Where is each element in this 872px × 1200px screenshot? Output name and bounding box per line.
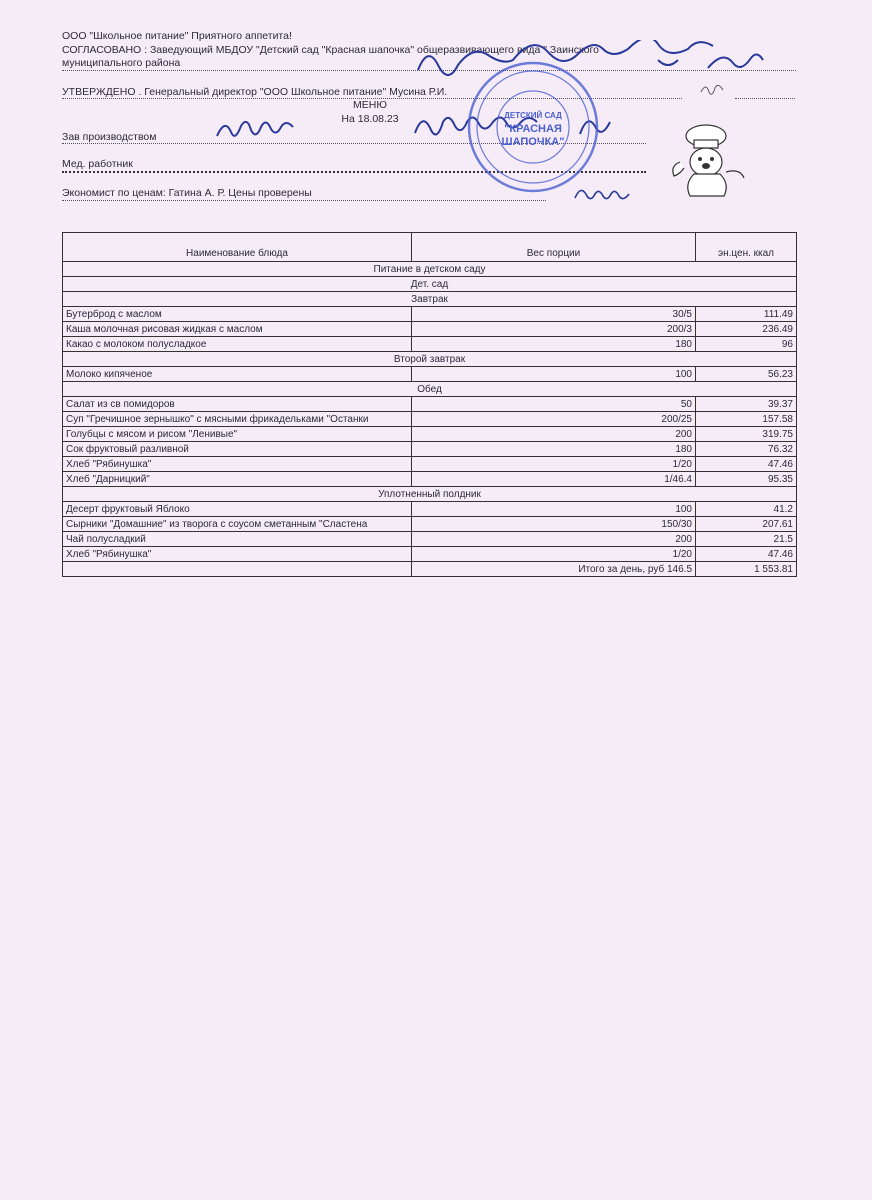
dish-weight: 180 xyxy=(412,337,696,352)
dish-kcal: 47.46 xyxy=(696,457,797,472)
dish-weight: 150/30 xyxy=(412,517,696,532)
chef-mascot-icon xyxy=(666,122,758,200)
dish-kcal: 157.58 xyxy=(696,412,797,427)
dish-kcal: 207.61 xyxy=(696,517,797,532)
table-row xyxy=(63,337,797,352)
total-label: Итого за день, руб 146.5 xyxy=(412,562,696,577)
dish-kcal: 95.35 xyxy=(696,472,797,487)
table-row xyxy=(63,457,797,472)
total-kcal: 1 553.81 xyxy=(696,562,797,577)
menu-table xyxy=(62,232,797,577)
dish-name: Какао с молоком полусладкое xyxy=(63,337,412,352)
group-row: Питание в детском саду xyxy=(63,262,797,277)
dish-name: Хлеб "Рябинушка" xyxy=(63,547,412,562)
dish-name: Салат из св помидоров xyxy=(63,397,412,412)
dish-weight: 50 xyxy=(412,397,696,412)
table-row xyxy=(63,427,797,442)
dish-kcal: 236.49 xyxy=(696,322,797,337)
dish-kcal: 21.5 xyxy=(696,532,797,547)
agreed-line: СОГЛАСОВАНО : Заведующий МБДОУ "Детский сад "Красная шапочка" общеразвивающего вида " Заинского xyxy=(62,44,599,56)
section-afternoon-snack: Уплотненный полдник xyxy=(63,487,797,502)
table-row xyxy=(63,367,797,382)
table-row xyxy=(63,547,797,562)
dish-weight: 1/46.4 xyxy=(412,472,696,487)
column-header-dish: Наименование блюда xyxy=(63,233,412,262)
section-breakfast: Завтрак xyxy=(63,292,797,307)
dish-name: Суп "Гречишное зернышко" с мясными фрикадельками "Останки xyxy=(63,412,412,427)
medic-label: Мед. работник xyxy=(62,158,133,170)
economist-line: Экономист по ценам: Гатина А. Р. Цены проверены xyxy=(62,187,312,199)
dish-name: Молоко кипяченое xyxy=(63,367,412,382)
dish-weight: 1/20 xyxy=(412,547,696,562)
dish-weight: 1/20 xyxy=(412,457,696,472)
dish-weight: 200 xyxy=(412,532,696,547)
dish-kcal: 39.37 xyxy=(696,397,797,412)
table-row xyxy=(63,442,797,457)
stamp-line-3: ШАПОЧКА" xyxy=(501,136,565,148)
dish-weight: 200/3 xyxy=(412,322,696,337)
table-row xyxy=(63,472,797,487)
section-second-breakfast: Второй завтрак xyxy=(63,352,797,367)
district-line: муниципального района xyxy=(62,57,181,69)
dish-name: Каша молочная рисовая жидкая с маслом xyxy=(63,322,412,337)
subgroup-row: Дет. сад xyxy=(63,277,797,292)
table-row xyxy=(63,532,797,547)
production-signature-1 xyxy=(212,114,302,146)
column-header-weight: Вес порции xyxy=(412,233,696,262)
dish-kcal: 56.23 xyxy=(696,367,797,382)
dish-name: Голубцы с мясом и рисом "Ленивые" xyxy=(63,427,412,442)
dish-weight: 30/5 xyxy=(412,307,696,322)
stamp-line-2: "КРАСНАЯ xyxy=(504,123,562,135)
table-row xyxy=(63,502,797,517)
table-row xyxy=(63,307,797,322)
menu-date: На 18.08.23 xyxy=(341,113,399,125)
dish-name: Бутерброд с маслом xyxy=(63,307,412,322)
dish-weight: 200 xyxy=(412,427,696,442)
menu-title: МЕНЮ xyxy=(353,99,387,111)
stamp-line-1: ДЕТСКИЙ САД xyxy=(504,111,562,120)
dish-kcal: 319.75 xyxy=(696,427,797,442)
table-row xyxy=(63,412,797,427)
dish-name: Сырники "Домашние" из творога с соусом сметанным "Сластена xyxy=(63,517,412,532)
table-header-row xyxy=(63,233,797,262)
section-lunch: Обед xyxy=(63,382,797,397)
approved-dotted-line-right xyxy=(735,98,795,99)
dish-kcal: 47.46 xyxy=(696,547,797,562)
dish-weight: 180 xyxy=(412,442,696,457)
dish-name: Чай полусладкий xyxy=(63,532,412,547)
total-row xyxy=(63,562,797,577)
dish-kcal: 76.32 xyxy=(696,442,797,457)
dish-name: Хлеб "Дарницкий" xyxy=(63,472,412,487)
approved-line: УТВЕРЖДЕНО . Генеральный директор "ООО Школьное питание" Мусина Р.И. xyxy=(62,86,448,98)
dish-name: Хлеб "Рябинушка" xyxy=(63,457,412,472)
dish-weight: 200/25 xyxy=(412,412,696,427)
column-header-kcal: эн.цен. ккал xyxy=(696,233,797,262)
dish-kcal: 111.49 xyxy=(696,307,797,322)
dish-name: Десерт фруктовый Яблоко xyxy=(63,502,412,517)
table-row xyxy=(63,517,797,532)
small-mark xyxy=(698,80,728,100)
company-line: ООО "Школьное питание" Приятного аппетита! xyxy=(62,30,292,42)
table-row xyxy=(63,322,797,337)
round-stamp xyxy=(466,60,600,194)
dish-weight: 100 xyxy=(412,367,696,382)
production-label: Зав производством xyxy=(62,131,157,143)
dish-kcal: 96 xyxy=(696,337,797,352)
economist-dotted-line xyxy=(62,200,546,201)
dish-weight: 100 xyxy=(412,502,696,517)
table-row xyxy=(63,397,797,412)
total-empty-cell xyxy=(63,562,412,577)
dish-name: Сок фруктовый разливной xyxy=(63,442,412,457)
dish-kcal: 41.2 xyxy=(696,502,797,517)
